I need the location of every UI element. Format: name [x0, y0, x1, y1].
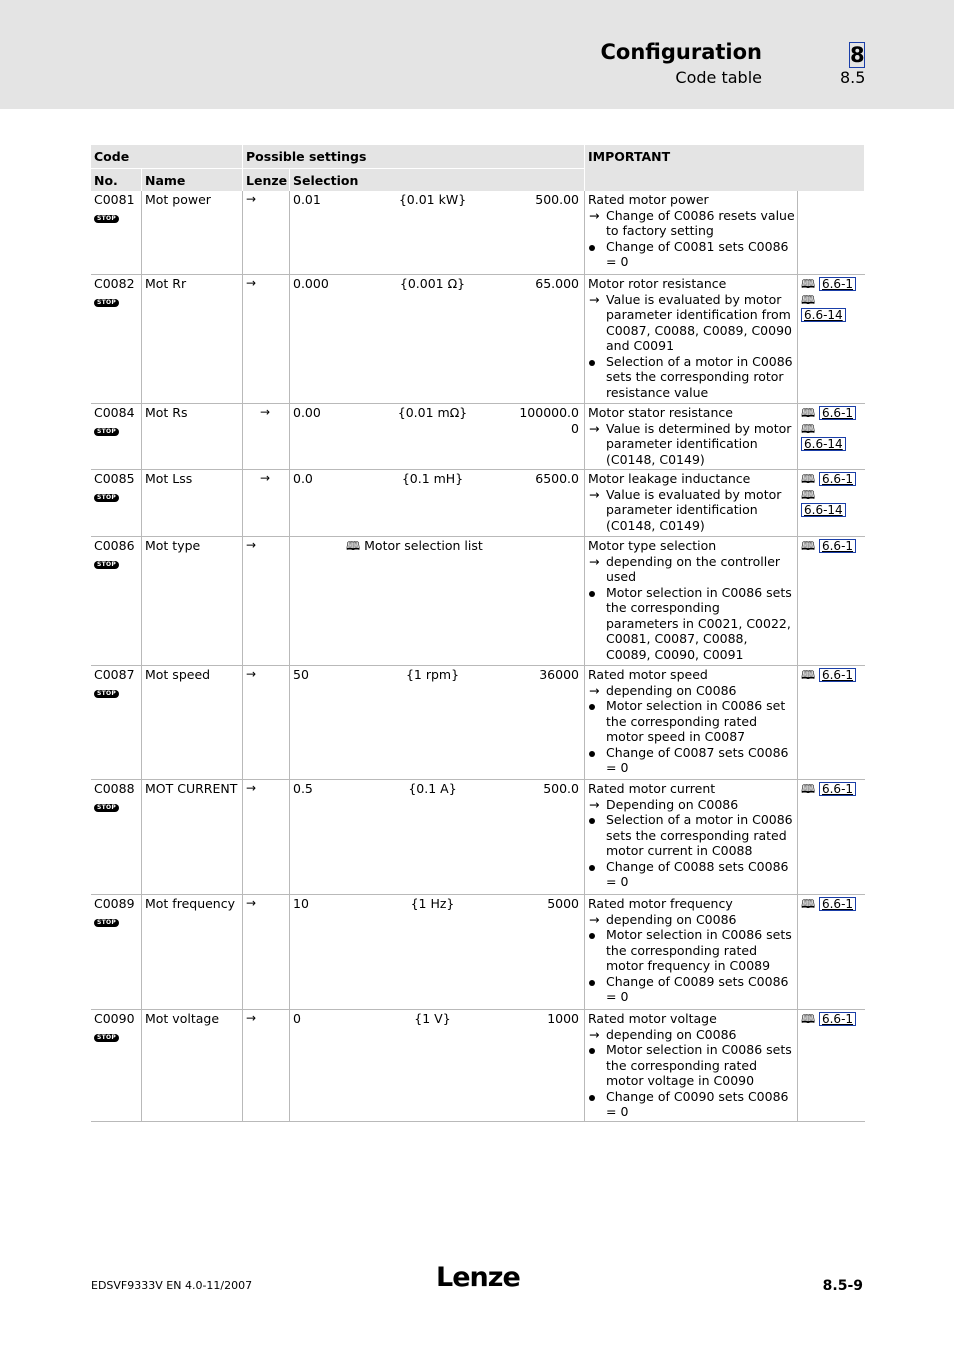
book-icon: 🕮 — [801, 406, 816, 420]
lenze-arrow-icon: → — [246, 276, 257, 290]
important-item-text: depending on C0086 — [606, 911, 737, 927]
code-name: Mot type — [145, 538, 201, 553]
code-cell — [94, 781, 140, 896]
header-name: Name — [142, 169, 242, 191]
important-item — [588, 1042, 795, 1089]
code-cell — [94, 667, 140, 781]
book-icon: 🕮 — [801, 782, 816, 796]
arrow-icon: → — [589, 291, 600, 307]
step-value: {1 V} — [414, 1011, 451, 1026]
row-divider — [91, 469, 865, 470]
header-possible-settings: Possible settings — [243, 145, 584, 169]
header-selection: Selection — [290, 169, 584, 191]
step-value: {1 rpm} — [405, 667, 460, 682]
lenze-logo: Lenze — [436, 1262, 520, 1293]
code-name: MOT CURRENT — [145, 781, 238, 796]
code-name: Mot power — [145, 192, 211, 207]
reference-cell — [801, 782, 863, 897]
reference-link[interactable] — [801, 308, 863, 324]
important-title: Rated motor current — [588, 781, 716, 796]
important-item — [588, 354, 795, 401]
important-item — [588, 1027, 795, 1043]
min-value: 0.0 — [293, 471, 313, 486]
important-cell — [588, 538, 795, 667]
code-number: C0085 — [94, 471, 135, 486]
important-cell — [588, 1011, 795, 1123]
important-item — [588, 745, 795, 776]
important-list — [588, 554, 795, 663]
min-value: 0.5 — [293, 781, 313, 796]
important-item — [588, 292, 795, 354]
selection-text — [346, 538, 576, 554]
important-item — [588, 208, 795, 239]
reference-page[interactable]: 6.6-1 — [819, 406, 856, 420]
important-list — [588, 683, 795, 776]
max-value: 500.00 — [535, 192, 579, 207]
bullet-icon — [589, 745, 603, 761]
book-icon: 🕮 — [801, 897, 816, 911]
step-value: {0.1 mH} — [401, 471, 464, 486]
important-title: Rated motor speed — [588, 667, 708, 682]
important-item-text: Value is evaluated by motor parameter identification from C0087, C0088, C0089, C0090 and C0091 — [606, 291, 792, 353]
important-cell — [588, 471, 795, 538]
important-item — [588, 797, 795, 813]
reference-link[interactable] — [801, 406, 863, 422]
important-item-text: Change of C0086 resets value to factory setting — [606, 207, 795, 238]
header-lenze: Lenze — [243, 169, 289, 191]
code-number: C0082 — [94, 276, 135, 291]
stop-icon: STOP — [94, 919, 119, 927]
bullet-icon — [589, 239, 603, 255]
stop-icon: STOP — [94, 299, 119, 307]
stop-icon: STOP — [94, 1034, 119, 1042]
code-name: Mot frequency — [145, 896, 236, 911]
reference-link[interactable] — [801, 668, 863, 684]
book-icon: 🕮 — [801, 539, 816, 553]
important-list — [588, 487, 795, 534]
important-item-text: Motor selection in C0086 sets the corresponding parameters in C0021, C0022, C0081, C0087, C0088, C0089, C0090, C0091 — [606, 584, 792, 662]
important-item-text: depending on C0086 — [606, 1026, 737, 1042]
important-item-text: Change of C0087 sets C0086 = 0 — [606, 744, 789, 775]
row-divider — [91, 894, 865, 895]
code-number: C0087 — [94, 667, 135, 682]
max-value: 100000.00 — [519, 405, 579, 436]
row-divider — [91, 536, 865, 537]
important-list — [588, 912, 795, 1005]
book-icon: 🕮 — [801, 668, 816, 682]
important-item-text: depending on the controller used — [606, 553, 781, 584]
important-cell — [588, 192, 795, 276]
bullet-icon — [589, 1089, 603, 1105]
lenze-arrow-icon: → — [260, 405, 271, 419]
page-number: 8.5-9 — [822, 1278, 863, 1294]
row-divider — [91, 1121, 865, 1122]
important-item — [588, 1089, 795, 1120]
reference-page[interactable]: 6.6-1 — [819, 668, 856, 682]
bullet-icon — [589, 354, 603, 370]
header-important: IMPORTANT — [585, 145, 864, 191]
min-value: 0 — [293, 1011, 301, 1026]
column-divider — [289, 191, 290, 1122]
min-value: 50 — [293, 667, 309, 682]
important-item — [588, 859, 795, 890]
step-value: {0.1 A} — [408, 781, 457, 796]
max-value: 5000 — [547, 896, 579, 911]
bullet-icon — [589, 698, 603, 714]
reference-page[interactable]: 6.6-1 — [819, 782, 856, 796]
arrow-icon: → — [589, 486, 600, 502]
code-cell — [94, 896, 140, 1011]
reference-cell — [801, 277, 863, 406]
reference-link[interactable] — [801, 1012, 863, 1028]
header-code: Code — [91, 145, 242, 169]
important-item — [588, 698, 795, 745]
code-number: C0084 — [94, 405, 135, 420]
lenze-arrow-icon: → — [246, 896, 257, 910]
bullet-icon — [589, 812, 603, 828]
important-item-text: Change of C0081 sets C0086 = 0 — [606, 238, 789, 269]
important-list — [588, 797, 795, 890]
reference-cell — [801, 406, 863, 472]
important-item-text: Motor selection in C0086 set the corresponding rated motor speed in C0087 — [606, 698, 786, 744]
selection-label: Motor selection list — [364, 538, 483, 553]
header-no: No. — [91, 169, 141, 191]
reference-page[interactable]: 6.6-1 — [819, 277, 856, 291]
code-number: C0081 — [94, 192, 135, 207]
stop-icon: STOP — [94, 804, 119, 812]
max-value: 1000 — [547, 1011, 579, 1026]
lenze-arrow-icon: → — [246, 538, 257, 552]
max-value: 36000 — [539, 667, 579, 682]
important-item-text: Motor selection in C0086 sets the corresponding rated motor frequency in C0089 — [606, 927, 792, 973]
max-value: 65.000 — [535, 276, 579, 291]
book-icon: 🕮 — [346, 539, 361, 553]
code-cell — [94, 471, 140, 538]
column-divider — [242, 191, 243, 1122]
important-item — [588, 421, 795, 468]
bullet-icon — [589, 1042, 603, 1058]
min-value: 10 — [293, 896, 309, 911]
reference-link[interactable] — [801, 437, 863, 453]
important-cell — [588, 667, 795, 781]
code-cell — [94, 276, 140, 405]
arrow-icon: → — [589, 553, 600, 569]
step-value: {0.01 kW} — [398, 192, 467, 207]
important-item — [588, 912, 795, 928]
important-item — [588, 812, 795, 859]
important-item-text: Change of C0090 sets C0086 = 0 — [606, 1088, 789, 1119]
important-item — [588, 927, 795, 974]
stop-icon: STOP — [94, 561, 119, 569]
important-title: Rated motor voltage — [588, 1011, 717, 1026]
reference-cell — [801, 668, 863, 782]
important-item — [588, 239, 795, 270]
important-item-text: Selection of a motor in C0086 sets the corresponding rated motor current in C0088 — [606, 812, 793, 858]
reference-link[interactable] — [801, 488, 863, 504]
row-divider — [91, 779, 865, 780]
max-value: 6500.0 — [535, 471, 579, 486]
important-title: Motor type selection — [588, 538, 717, 553]
important-item — [588, 974, 795, 1005]
reference-link[interactable] — [801, 539, 863, 555]
code-name: Mot voltage — [145, 1011, 220, 1026]
page-title: Configuration — [600, 40, 762, 64]
row-divider — [91, 274, 865, 275]
bullet-icon — [589, 585, 603, 601]
stop-icon: STOP — [94, 690, 119, 698]
book-icon: 🕮 — [801, 421, 816, 436]
reference-page[interactable]: 6.6-14 — [801, 308, 846, 322]
important-item-text: Depending on C0086 — [606, 796, 739, 812]
stop-icon: STOP — [94, 494, 119, 502]
arrow-icon: → — [589, 420, 600, 436]
lenze-arrow-icon: → — [246, 1011, 257, 1025]
lenze-arrow-icon: → — [260, 471, 271, 485]
important-list — [588, 421, 795, 468]
code-number: C0088 — [94, 781, 135, 796]
reference-link[interactable] — [801, 277, 863, 293]
step-value: {1 Hz} — [410, 896, 455, 911]
book-icon: 🕮 — [801, 487, 816, 502]
important-cell — [588, 405, 795, 471]
reference-link[interactable] — [801, 503, 863, 519]
important-item-text: depending on C0086 — [606, 682, 737, 698]
bullet-icon — [589, 859, 603, 875]
column-divider — [141, 191, 142, 1122]
reference-cell — [801, 1012, 863, 1124]
arrow-icon: → — [589, 207, 600, 223]
book-icon: 🕮 — [801, 1012, 816, 1026]
reference-link[interactable] — [801, 422, 863, 438]
reference-page[interactable]: 6.6-1 — [819, 897, 856, 911]
reference-page[interactable]: 6.6-14 — [801, 503, 846, 517]
code-cell — [94, 192, 140, 276]
max-value: 500.0 — [543, 781, 579, 796]
important-title: Motor rotor resistance — [588, 276, 727, 291]
min-value: 0.00 — [293, 405, 321, 420]
row-divider — [91, 1009, 865, 1010]
important-title: Rated motor power — [588, 192, 709, 207]
code-name: Mot Rr — [145, 276, 187, 291]
min-value: 0.000 — [293, 276, 329, 291]
stop-icon: STOP — [94, 428, 119, 436]
reference-link[interactable] — [801, 897, 863, 913]
bullet-icon — [589, 974, 603, 990]
important-item-text: Selection of a motor in C0086 sets the corresponding rotor resistance value — [606, 353, 793, 400]
min-value: 0.01 — [293, 192, 321, 207]
reference-cell — [801, 539, 863, 668]
column-divider — [584, 191, 585, 1122]
lenze-arrow-icon: → — [246, 667, 257, 681]
important-cell — [588, 781, 795, 896]
reference-cell — [801, 897, 863, 1012]
column-divider — [797, 191, 798, 1122]
step-value: {0.001 Ω} — [399, 276, 466, 291]
book-icon: 🕮 — [801, 292, 816, 307]
important-title: Rated motor frequency — [588, 896, 733, 911]
footer-doc-id: EDSVF9333V EN 4.0-11/2007 — [91, 1279, 253, 1292]
important-item-text: Value is evaluated by motor parameter identification (C0148, C0149) — [606, 486, 782, 533]
page-subtitle: Code table — [675, 68, 762, 87]
important-title: Motor leakage inductance — [588, 471, 751, 486]
code-name: Mot speed — [145, 667, 211, 682]
important-item-text: Change of C0088 sets C0086 = 0 — [606, 858, 789, 889]
important-cell — [588, 896, 795, 1011]
important-title: Motor stator resistance — [588, 405, 733, 420]
header-band — [0, 0, 954, 109]
section-number: 8.5 — [840, 68, 866, 87]
arrow-icon: → — [589, 1026, 600, 1042]
important-item — [588, 585, 795, 663]
important-item-text: Motor selection in C0086 sets the corresponding rated motor voltage in C0090 — [606, 1042, 792, 1088]
arrow-icon: → — [589, 911, 600, 927]
code-name: Mot Lss — [145, 471, 193, 486]
important-item-text: Value is determined by motor parameter identification (C0148, C0149) — [606, 420, 792, 467]
step-value: {0.01 mΩ} — [397, 405, 468, 420]
code-cell — [94, 538, 140, 667]
reference-link[interactable] — [801, 293, 863, 309]
code-number: C0089 — [94, 896, 135, 911]
reference-page[interactable]: 6.6-1 — [819, 472, 856, 486]
reference-link[interactable] — [801, 782, 863, 798]
book-icon: 🕮 — [801, 472, 816, 486]
lenze-arrow-icon: → — [246, 192, 257, 206]
lenze-arrow-icon: → — [246, 781, 257, 795]
important-list — [588, 208, 795, 270]
reference-page[interactable]: 6.6-14 — [801, 437, 846, 451]
code-number: C0090 — [94, 1011, 135, 1026]
important-item — [588, 487, 795, 534]
stop-icon: STOP — [94, 215, 119, 223]
important-item-text: Change of C0089 sets C0086 = 0 — [606, 973, 789, 1004]
code-cell — [94, 405, 140, 471]
bullet-icon — [589, 927, 603, 943]
chapter-number: 8 — [850, 43, 865, 67]
book-icon: 🕮 — [801, 277, 816, 291]
important-cell — [588, 276, 795, 405]
reference-page[interactable]: 6.6-1 — [819, 539, 856, 553]
reference-page[interactable]: 6.6-1 — [819, 1012, 856, 1026]
reference-cell — [801, 472, 863, 539]
row-divider — [91, 665, 865, 666]
arrow-icon: → — [589, 796, 600, 812]
important-list — [588, 1027, 795, 1120]
reference-link[interactable] — [801, 472, 863, 488]
arrow-icon: → — [589, 682, 600, 698]
important-item — [588, 554, 795, 585]
code-name: Mot Rs — [145, 405, 188, 420]
important-item — [588, 683, 795, 699]
code-cell — [94, 1011, 140, 1123]
row-divider — [91, 403, 865, 404]
code-number: C0086 — [94, 538, 135, 553]
important-list — [588, 292, 795, 401]
